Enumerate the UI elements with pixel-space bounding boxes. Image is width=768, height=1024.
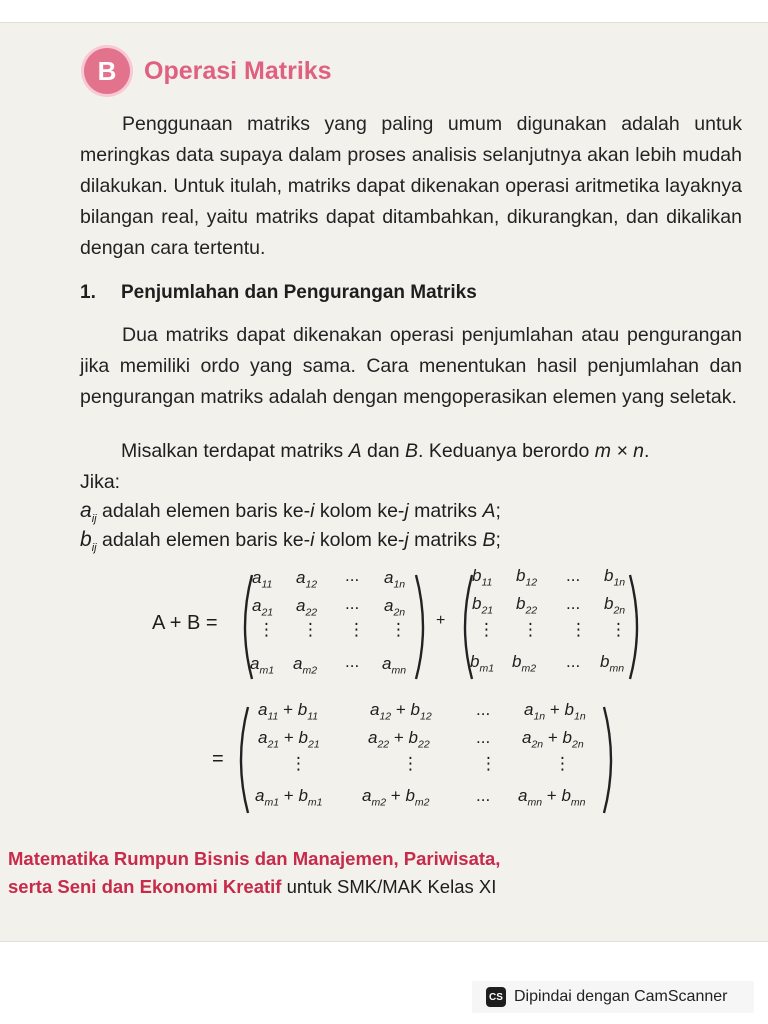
def-b-subscript: ij [91, 541, 97, 554]
matrix-a-cell: $a_{m1}$ [250, 654, 275, 677]
right-paren-a [412, 572, 434, 682]
matrix-a-cell: $a_{2n}$ [384, 596, 406, 619]
section-badge: B [84, 48, 130, 94]
scanner-text: Dipindai dengan CamScanner [514, 988, 728, 1005]
intro-paragraph: Penggunaan matriks yang paling umum digunakan adalah untuk meringkas data supaya dalam proses analisis selanjutnya akan lebih mudah dilakukan. Untuk itulah, matriks dapat dikenakan operasi aritmetika layaknya bilangan real, yaitu matriks dapat ditambahkan, dikurangkan, dan dikalikan dengan cara tertentu. [80, 113, 742, 259]
matrix-a-cell: $a_{12}$ [296, 568, 318, 591]
matrix-b-cell: $b_{22}$ [516, 594, 538, 617]
def-a-j: j [404, 500, 409, 522]
misal-text-2: . Keduanya berordo [418, 440, 595, 462]
matrix-b-cell: ... [566, 652, 581, 671]
matrix-a-cell: $a_{11}$ [252, 568, 273, 591]
matrix-b-cell: $b_{mn}$ [600, 652, 625, 675]
sum-cell: ... [476, 786, 491, 805]
equals-sign: = [212, 748, 224, 770]
sum-cell: $a_{1n} + b_{1n}$ [524, 700, 586, 723]
def-b-text-2: kolom ke- [314, 529, 405, 551]
matrix-b-cell: $b_{m1}$ [470, 652, 495, 675]
matrix-a-cell: $a_{1n}$ [384, 568, 406, 591]
matrix-a-cell: $a_{22}$ [296, 596, 318, 619]
sum-cell: $a_{2n} + b_{2n}$ [522, 728, 584, 751]
sum-cell: $a_{22} + b_{22}$ [368, 728, 430, 751]
matrix-a-cell: ⋮ [302, 620, 319, 639]
misalkan-line [121, 440, 649, 463]
sum-cell: $a_{m2} + b_{m2}$ [362, 786, 430, 809]
book-title-line-2 [8, 876, 496, 898]
book-title-bold: serta Seni dan Ekonomi Kreatif [8, 876, 282, 897]
matrix-b-cell: ⋮ [570, 620, 587, 639]
matrix-a-symbol: A [348, 440, 362, 462]
def-a-symbol: a [80, 499, 92, 522]
matrix-b-cell: ... [566, 594, 581, 613]
sum-cell: ⋮ [290, 754, 307, 773]
matrix-a-cell: $a_{21}$ [252, 596, 274, 619]
sum-cell: ⋮ [402, 754, 419, 773]
book-title-line-1: Matematika Rumpun Bisnis dan Manajemen, Pariwisata, [8, 848, 501, 869]
matrix-a-cell: ⋮ [348, 620, 365, 639]
matrix-a-cell: ⋮ [390, 620, 407, 639]
sum-cell: $a_{21} + b_{21}$ [258, 728, 320, 751]
matrix-b-cell: ⋮ [478, 620, 495, 639]
matrix-a-cell: $a_{m2}$ [293, 654, 318, 677]
scanner-watermark [472, 981, 754, 1013]
def-a-text-1: adalah elemen baris ke- [96, 500, 311, 522]
matrix-b-cell: $b_{2n}$ [604, 594, 626, 617]
book-title-rest: untuk SMK/MAK Kelas XI [281, 876, 497, 897]
sum-cell: ⋮ [480, 754, 497, 773]
left-paren-sum [230, 704, 252, 816]
def-a-subscript: ij [91, 512, 97, 525]
matrix-b-cell: $b_{11}$ [472, 566, 493, 589]
def-b-matrix: B [482, 529, 496, 551]
plus-sign: + [436, 612, 446, 629]
sum-cell: $a_{m1} + b_{m1}$ [255, 786, 323, 809]
matrix-a-cell: $a_{mn}$ [382, 654, 407, 677]
equation-lhs: A + B = [152, 612, 218, 634]
misal-end: . [644, 440, 650, 462]
matrix-b-symbol: B [404, 440, 418, 462]
right-paren-b [626, 572, 648, 682]
definition-b [80, 528, 501, 554]
def-b-text-1: adalah elemen baris ke- [96, 529, 311, 551]
matrix-b-cell: ... [566, 566, 581, 585]
matrix-b-cell: ⋮ [610, 620, 627, 639]
matrix-a-cell: ... [345, 594, 360, 613]
def-a-text-2: kolom ke- [314, 500, 405, 522]
matrix-a-cell: ... [345, 566, 360, 585]
def-b-i: i [310, 529, 315, 551]
sum-cell: $a_{12} + b_{12}$ [370, 700, 432, 723]
matrix-b-cell: $b_{12}$ [516, 566, 538, 589]
sum-cell: ... [476, 700, 491, 719]
right-paren-sum [600, 704, 622, 816]
def-b-symbol: b [80, 528, 92, 551]
jika-label: Jika: [80, 471, 121, 493]
matrix-b-cell: $b_{21}$ [472, 594, 494, 617]
section-heading [84, 48, 332, 94]
def-b-end: ; [495, 529, 501, 551]
matrix-a-cell: ... [345, 652, 360, 671]
order-symbol: m × n [594, 440, 645, 462]
matrix-b-cell: $b_{1n}$ [604, 566, 626, 589]
subsection-title: Penjumlahan dan Pengurangan Matriks [121, 282, 477, 303]
def-a-matrix: A [482, 500, 496, 522]
sum-cell: $a_{11} + b_{11}$ [258, 700, 319, 723]
def-a-end: ; [495, 500, 501, 522]
def-b-text-3: matriks [408, 529, 483, 551]
matrix-b-cell: $b_{m2}$ [512, 652, 537, 675]
misal-text: Misalkan terdapat matriks [121, 440, 349, 462]
sum-cell: $a_{mn} + b_{mn}$ [518, 786, 586, 809]
matrix-a-cell: ⋮ [258, 620, 275, 639]
misal-and: dan [361, 440, 405, 462]
matrix-b-cell: ⋮ [522, 620, 539, 639]
subsection-number: 1. [80, 282, 96, 303]
section-title: Operasi Matriks [144, 56, 332, 85]
sum-cell: ⋮ [554, 754, 571, 773]
def-a-text-3: matriks [408, 500, 483, 522]
camscanner-logo-icon: CS [486, 987, 506, 1007]
sum-cell: ... [476, 728, 491, 747]
body-paragraph: Dua matriks dapat dikenakan operasi penjumlahan atau pengurangan jika memiliki ordo yang sama. Cara menentukan hasil penjumlahan dan pengurangan matriks adalah dengan mengoperasikan elemen yang seletak. [80, 324, 742, 408]
definition-a [80, 499, 501, 525]
def-b-j: j [404, 529, 409, 551]
def-a-i: i [310, 500, 315, 522]
